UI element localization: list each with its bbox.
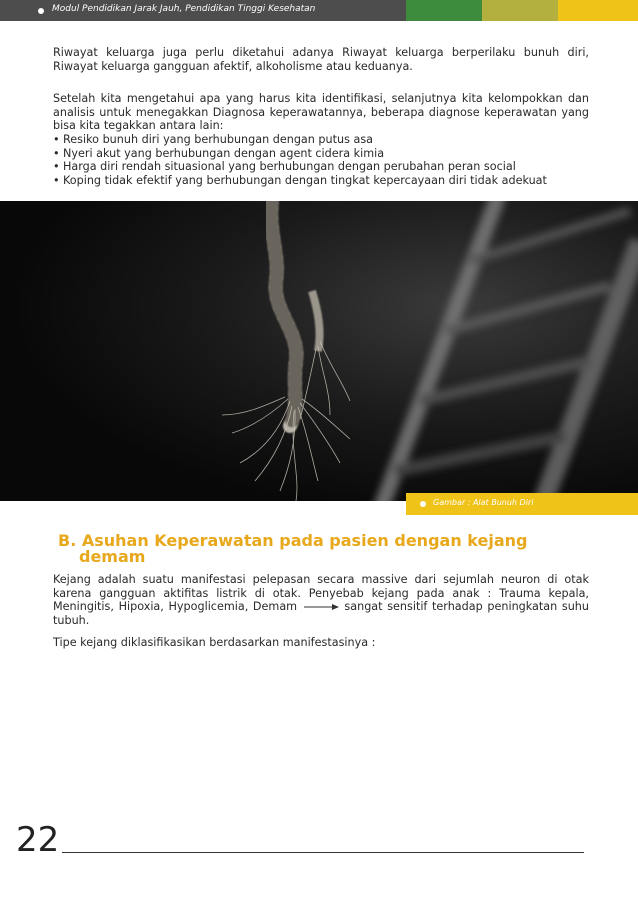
rope-ladder-photo [0, 201, 638, 501]
diagnosis-list [53, 133, 593, 187]
figure-caption-bar [406, 493, 638, 515]
right-arrow-icon [302, 602, 340, 612]
page-header [0, 0, 638, 21]
list-item: • Harga diri rendah situasional yang berhubungan dengan perubahan peran social [53, 160, 593, 174]
header-title: Modul Pendidikan Jarak Jauh, Pendidikan Tinggi Kesehatan [52, 4, 316, 14]
paragraph-diagnosis-intro: Setelah kita mengetahui apa yang harus kita identifikasi, selanjutnya kita kelompokkan dan analisis untuk menegakkan Diagnosa keperawatannya, beberapa diagnose keperawatan yang bisa kita tegakkan antara lain: [53, 92, 589, 133]
header-green-block [406, 0, 482, 21]
kejang-text-part2: sangat sensitif terhadap peningkatan suhu tubuh. [53, 600, 589, 628]
paragraph-family-history: Riwayat keluarga juga perlu diketahui adanya Riwayat keluarga berperilaku bunuh diri, Riwayat keluarga gangguan afektif, alkoholisme atau keduanya. [53, 46, 589, 73]
section-title-line1: B. Asuhan Keperawatan pada pasien dengan kejang [58, 531, 528, 550]
paragraph-kejang-definition [53, 573, 589, 628]
footer-rule [62, 852, 584, 853]
rope-ladder-illustration [0, 201, 638, 501]
paragraph-kejang-types: Tipe kejang diklasifikasikan berdasarkan manifestasinya : [53, 636, 376, 649]
caption-bullet-icon [420, 501, 426, 507]
list-item: • Koping tidak efektif yang berhubungan dengan tingkat kepercayaan diri tidak adekuat [53, 174, 593, 188]
header-olive-block [482, 0, 558, 21]
section-title [58, 533, 558, 565]
figure-caption: Gambar : Alat Bunuh Diri [433, 498, 534, 507]
header-yellow-block [558, 0, 638, 21]
header-bullet-icon [38, 8, 44, 14]
list-item: • Nyeri akut yang berhubungan dengan agent cidera kimia [53, 147, 593, 161]
kejang-text-part1: Kejang adalah suatu manifestasi pelepasan secara massive dari sejumlah neuron di otak karena gangguan aktifitas listrik di otak. Penyebab kejang pada anak : Trauma kepala, Meningitis, Hipoxia, Hypoglicemia, Demam [53, 573, 589, 614]
section-title-line2: demam [79, 547, 146, 566]
list-item: • Resiko bunuh diri yang berhubungan dengan putus asa [53, 133, 593, 147]
page-number: 22 [16, 820, 60, 860]
